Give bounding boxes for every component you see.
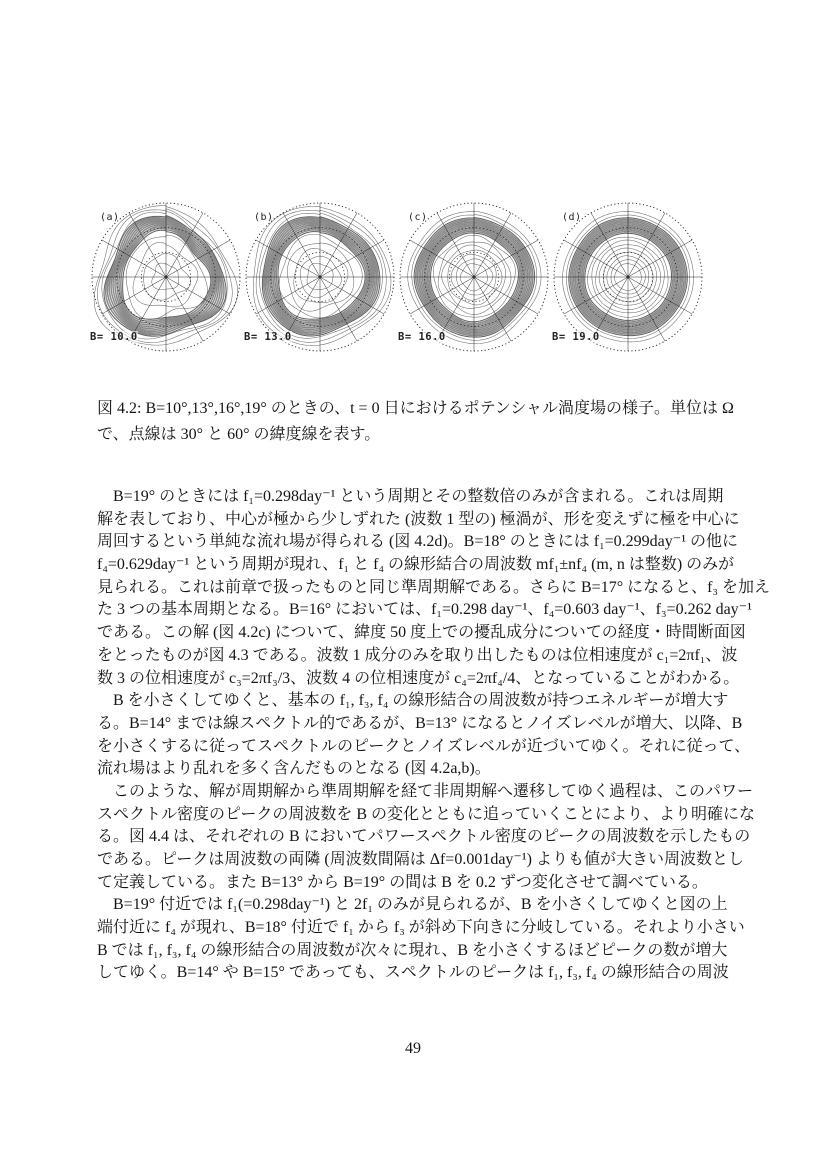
body-line: スペクトル密度のピークの周波数を B の変化とともに追っていくことにより、より明確にな xyxy=(97,805,756,823)
panel-label-a: (a) xyxy=(100,212,120,223)
body-line: 見られる。これは前章で扱ったものと同じ準周期解である。さらに B=17° になると、f₃ を加え xyxy=(97,578,771,596)
figure-caption xyxy=(97,396,745,448)
body-line: B=19° 付近では f₁(=0.298day⁻¹) と 2f₁ のみが見られるが、B を小さくしてゆくと図の上 xyxy=(97,896,728,914)
b-value-label-c: B= 16.0 xyxy=(398,331,446,343)
panel-label-b: (b) xyxy=(254,212,274,223)
b-value-label-d: B= 19.0 xyxy=(552,331,600,343)
body-text xyxy=(97,486,771,985)
body-line: である。この解 (図 4.2c) について、緯度 50 度上での擾乱成分についての経度・時間断面図 xyxy=(97,624,746,642)
body-line: をとったものが図 4.3 である。波数 1 成分のみを取り出したものは位相速度が c₁=2πf₁、波 xyxy=(97,646,738,664)
body-line: る。図 4.4 は、それぞれの B においてパワースペクトル密度のピークの周波数を示したもの xyxy=(97,828,751,846)
figure-caption-line: 図 4.2: B=10°,13°,16°,19° のときの、t = 0 日におけるポテンシャル渦度場の様子。単位は Ω xyxy=(97,400,734,417)
body-line: B では f₁, f₃, f₄ の線形結合の周波数が次々に現れ、B を小さくするほどピークの数が増大 xyxy=(97,941,728,959)
polar-plot-a xyxy=(89,200,243,354)
page-number: 49 xyxy=(405,1040,421,1057)
polar-plot-d xyxy=(551,200,705,354)
body-line: 周回するという単純な流れ場が得られる (図 4.2d)。B=18° のときには f₁=0.299day⁻¹ の他に xyxy=(97,533,739,551)
body-line: このような、解が周期解から準周期解を経て非周期解へ遷移してゆく過程は、このパワー xyxy=(97,782,754,800)
body-line: 解を表しており、中心が極から少しずれた (波数 1 型の) 極渦が、形を変えずに極を中心に xyxy=(97,510,740,528)
body-line: て定義している。また B=13° から B=19° の間は B を 0.2 ずつ変化させて調べている。 xyxy=(97,873,708,891)
body-line: B=19° のときには f₁=0.298day⁻¹ という周期とその整数倍のみが含まれる。これは周期 xyxy=(97,488,724,505)
body-line: である。ピークは周波数の両隣 (周波数間隔は Δf=0.001day⁻¹) よりも値が大きい周波数とし xyxy=(97,851,745,868)
panel-label-d: (d) xyxy=(562,212,582,223)
body-line: を小さくするに従ってスペクトルのピークとノイズレベルが近づいてゆく。それに従って、 xyxy=(97,737,751,755)
b-value-label-b: B= 13.0 xyxy=(244,331,292,343)
body-line: 流れ場はより乱れを多く含んだものとなる (図 4.2a,b)。 xyxy=(97,760,491,778)
b-value-label-a: B= 10.0 xyxy=(90,331,138,343)
body-line: してゆく。B=14° や B=15° であっても、スペクトルのピークは f₁, f₃, f₄ の線形結合の周波 xyxy=(97,964,729,982)
polar-plot-c xyxy=(397,200,551,354)
body-line: f₄=0.629day⁻¹ という周期が現れ、f₁ と f₄ の線形結合の周波数 mf₁±nf₄ (m, n は整数) のみが xyxy=(97,556,735,574)
body-line: た 3 つの基本周期となる。B=16° においては、f₁=0.298 day⁻¹、f₄=0.603 day⁻¹、f₃=0.262 day⁻¹ xyxy=(97,601,752,619)
panel-label-c: (c) xyxy=(408,212,428,223)
body-line: B を小さくしてゆくと、基本の f₁, f₃, f₄ の線形結合の周波数が持つエネルギーが増大す xyxy=(97,692,729,710)
polar-plot-b xyxy=(243,200,397,354)
body-line: 端付近に f₄ が現れ、B=18° 付近で f₁ から f₃ が斜め下向きに分岐している。それより小さい xyxy=(97,919,745,937)
figure-caption-line: で、点線は 30° と 60° の緯度線を表す。 xyxy=(97,426,381,443)
body-line: る。B=14° までは線スペクトル的であるが、B=13° になるとノイズレベルが増大、以降、B xyxy=(97,714,743,732)
body-line: 数 3 の位相速度が c₃=2πf₃/3、波数 4 の位相速度が c₄=2πf₄/4、となっていることがわかる。 xyxy=(97,669,740,687)
